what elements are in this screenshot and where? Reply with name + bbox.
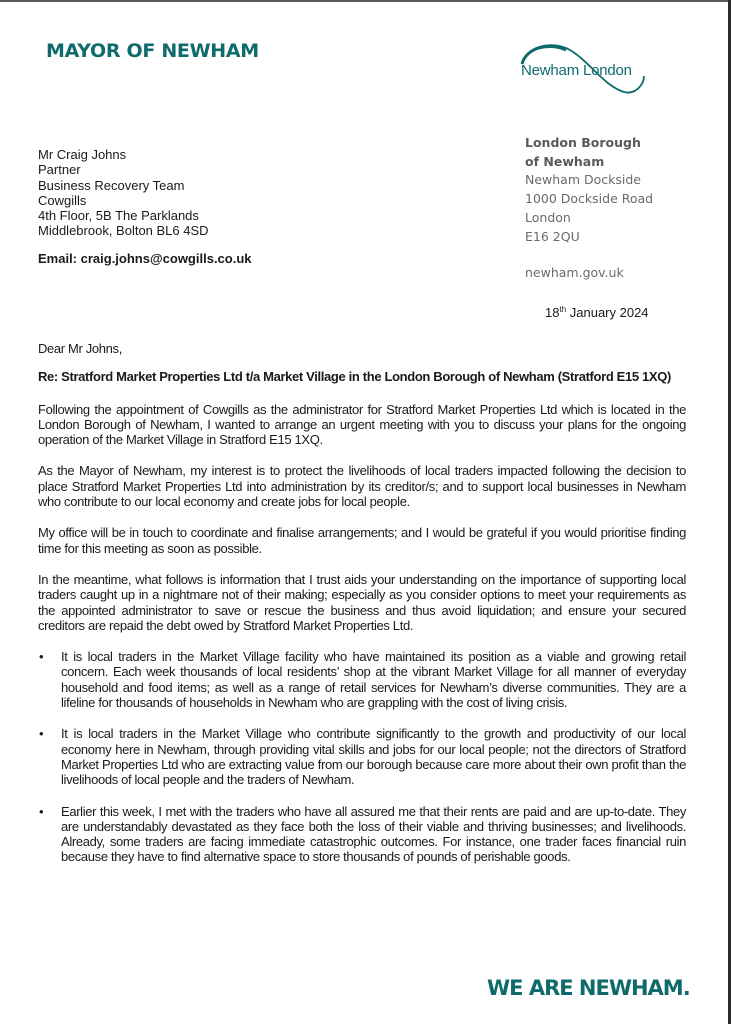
bullet-icon: • — [39, 649, 44, 665]
recipient-address-line-1: 4th Floor, 5B The Parklands — [38, 208, 199, 224]
recipient-address-line-2: Middlebrook, Bolton BL6 4SD — [38, 223, 209, 239]
bullet-icon: • — [39, 726, 44, 742]
paragraph: My office will be in touch to coordinate and finalise arrangements; and I would be grateful if you would prioritise finding time for this meeting as soon as possible. — [38, 525, 686, 556]
paragraph: Following the appointment of Cowgills as the administrator for Stratford Market Properties Ltd which is located in the London Borough of Newham, I wanted to arrange an urgent meeting with you to discuss your plans for the ongoing operation of the Market Village in Stratford E15 1XQ. — [38, 401, 686, 448]
bullet-text: Earlier this week, I met with the traders who have all assured me that their rents are paid and are up-to-date. They are understandably devastated as they face both the loss of their viable and thriving businesses; and livelihoods. Already, some traders are facing immediate catastrophic outcomes. For instance, one trader faces financial ruin because they have to find alternative space to store thousands of pounds of perishable goods. — [61, 803, 686, 865]
recipient-address — [38, 147, 252, 266]
paragraph: In the meantime, what follows is information that I trust aids your understanding on the importance of supporting local traders caught up in a nightmare not of their making; especially as you consider options to meet your requirements as the appointed administrator to save or rescue the business and thus avoid liquidation; and ensure your secured creditors are repaid the debt owed by Stratford Market Properties Ltd. — [38, 571, 686, 633]
sender-address-line-1: Newham Dockside — [525, 172, 641, 188]
sender-address-line-2: 1000 Dockside Road — [525, 191, 654, 207]
letter-body — [38, 341, 686, 881]
bullet-icon: • — [39, 803, 44, 819]
sender-postcode: E16 2QU — [525, 228, 580, 244]
recipient-email: Email: craig.johns@cowgills.co.uk — [38, 250, 252, 266]
subject-line: Re: Stratford Market Properties Ltd t/a Market Village in the London Borough of Newham (Stratford E15 1XQ) — [38, 369, 671, 385]
sender-org-line-2: of Newham — [525, 153, 605, 169]
newham-london-logo — [512, 38, 662, 98]
footer-tagline: WE ARE NEWHAM. — [487, 976, 690, 1000]
bullet-text: It is local traders in the Market Village who contribute significantly to the growth and productivity of our local economy here in Newham, through providing vital skills and jobs for our local people; not the directors of Stratford Market Properties Ltd who are extracting value from our borough because care more about their own profit than the livelihoods of local people and the traders of Newham. — [61, 726, 686, 788]
recipient-name: Mr Craig Johns — [38, 147, 127, 162]
bullet-item — [38, 804, 686, 865]
logo-text: Newham London — [521, 62, 632, 79]
recipient-team: Business Recovery Team — [38, 177, 185, 193]
mayor-heading: MAYOR OF NEWHAM — [46, 40, 259, 62]
bullet-list — [38, 649, 686, 865]
date-month-year: January 2024 — [566, 305, 649, 320]
sender-website: newham.gov.uk — [525, 265, 624, 281]
greeting: Dear Mr Johns, — [38, 341, 122, 356]
date-suffix: th — [559, 305, 567, 314]
sender-address-line-3: London — [525, 209, 571, 225]
sender-address — [525, 134, 653, 283]
date-day: 18 — [545, 305, 560, 320]
letter-date — [545, 305, 649, 320]
bullet-item — [38, 649, 686, 710]
bullet-item — [38, 726, 686, 787]
recipient-title: Partner — [38, 162, 81, 178]
page-border-top — [0, 0, 731, 2]
recipient-company: Cowgills — [38, 192, 87, 208]
bullet-text: It is local traders in the Market Village facility who have maintained its position as a viable and growing retail concern. Each week thousands of local residents’ shop at the vibrant Market Village for all manner of everyday household and food items; as well as a range of retail services for Newham’s diverse communities. They are a lifeline for thousands of households in Newham who are grappling with the cost of living crisis. — [61, 649, 686, 711]
sender-org-line-1: London Borough — [525, 135, 641, 150]
paragraph: As the Mayor of Newham, my interest is to protect the livelihoods of local traders impacted following the decision to place Stratford Market Properties Ltd into administration by its creditor/s; and to support local businesses in Newham who contribute to our local economy and create jobs for local people. — [38, 463, 686, 510]
